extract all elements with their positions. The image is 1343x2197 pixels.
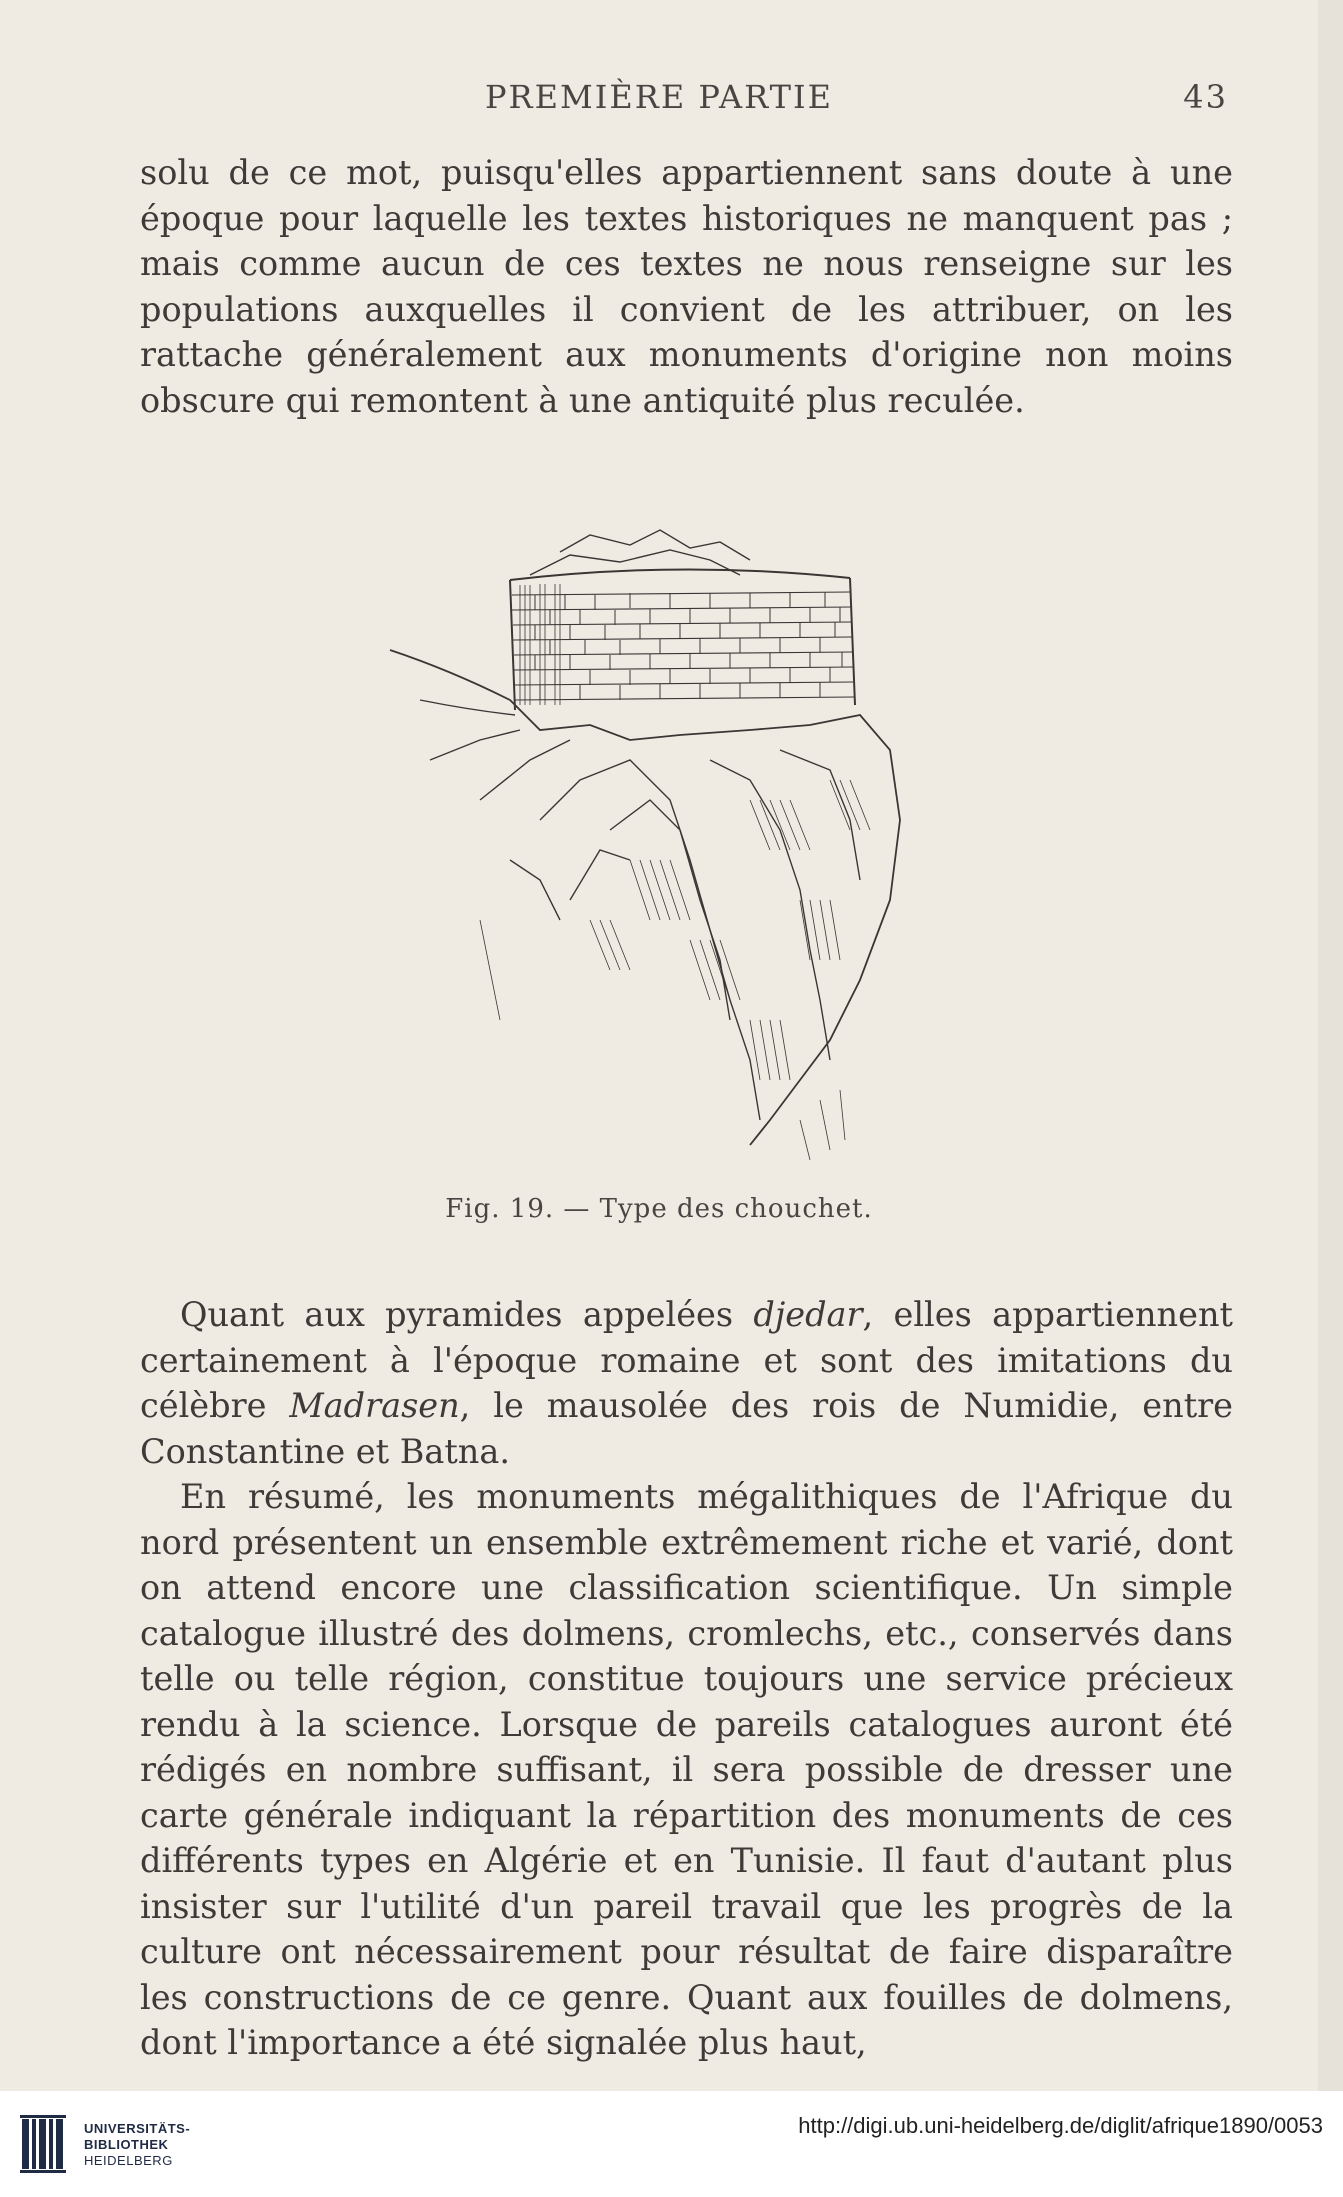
paragraph-2 — [140, 1292, 1233, 1474]
running-header — [0, 78, 1318, 118]
source-url-link[interactable]: http://digi.ub.uni-heidelberg.de/diglit/afrique1890/0053 — [798, 2113, 1323, 2138]
paragraph-2-text-c: , le mausolée des rois de Numidie, entre Constantine et Batna. — [140, 1386, 1233, 1471]
library-name — [84, 2121, 190, 2169]
paragraph-1: solu de ce mot, puisqu'elles appartiennent sans doute à une époque pour laquelle les textes historiques ne manquent pas ; mais comme aucun de ces textes ne nous renseigne sur les populations auxquelles il convient de les attribuer, on les rattache généralement aux monuments d'origine non moins obscure qui remontent à une antiquité plus reculée. — [140, 153, 1233, 420]
library-footer — [0, 2091, 1343, 2197]
running-title: PREMIÈRE PARTIE — [485, 78, 833, 116]
library-name-line-3: HEIDELBERG — [84, 2153, 173, 2168]
paragraph-continuation — [140, 150, 1233, 423]
paragraph-2-text-a: Quant aux pyramides appelées — [180, 1295, 754, 1334]
library-name-line-1: UNIVERSITÄTS- — [84, 2121, 191, 2136]
madrasen-term: Madrasen — [289, 1386, 460, 1425]
figure-caption: Fig. 19. — Type des chouchet. — [445, 1194, 873, 1224]
body-text — [140, 1292, 1233, 2066]
djedar-term: djedar — [753, 1295, 863, 1334]
university-library-logo — [18, 2113, 70, 2175]
page-edge — [1318, 0, 1343, 2091]
paragraph-2-text-b: , elles appartiennent certainement à l'époque romaine et sont des imitations du célèbre — [140, 1295, 1233, 1425]
library-name-line-2: BIBLIOTHEK — [84, 2137, 169, 2152]
page-number: 43 — [1183, 78, 1228, 116]
paragraph-3: En résumé, les monuments mégalithiques de l'Afrique du nord présentent un ensemble extrêmement riche et varié, dont on attend encore une classification scientifique. Un simple catalogue illustré des dolmens, cromlechs, etc., conservés dans telle ou telle région, constitue toujours une service précieux rendu à la science. Lorsque de pareils catalogues auront été rédigés en nombre suffisant, il sera possible de dresser une carte générale indiquant la répartition des monuments de ces différents types en Algérie et en Tunisie. Il faut d'autant plus insister sur l'utilité d'un pareil travail que les progrès de la culture ont nécessairement pour résultat de faire disparaître les constructions de ce genre. Quant aux fouilles de dolmens, dont l'importance a été signalée plus haut, — [140, 1477, 1233, 2062]
chouchet-illustration — [330, 500, 1050, 1190]
